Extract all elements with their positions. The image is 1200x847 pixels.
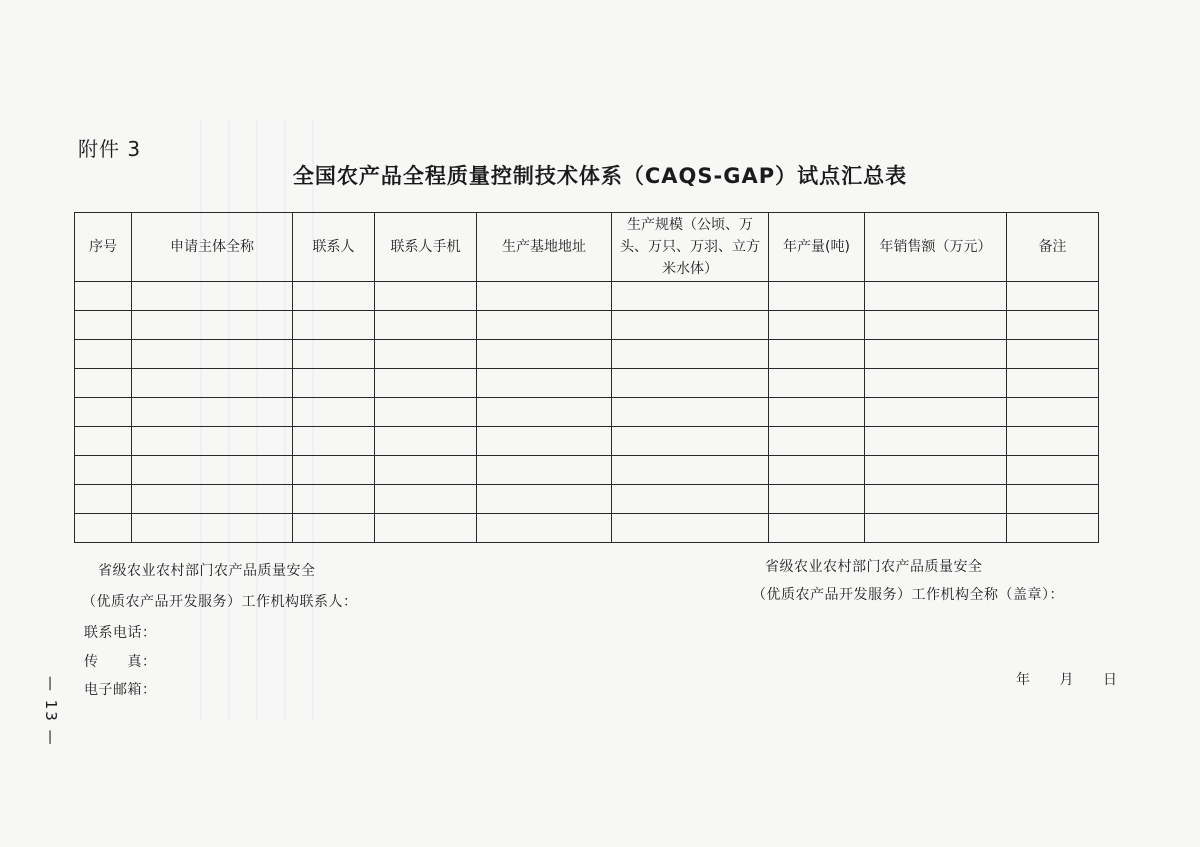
table-cell: [612, 485, 769, 514]
table-cell: [132, 311, 293, 340]
table-cell: [1007, 311, 1099, 340]
table-cell: [293, 427, 375, 456]
table-cell: [1007, 485, 1099, 514]
table-cell: [865, 514, 1007, 543]
table-cell: [132, 514, 293, 543]
table-cell: [612, 340, 769, 369]
table-cell: [75, 369, 132, 398]
col-header-index: 序号: [75, 213, 132, 282]
table-cell: [769, 485, 865, 514]
table-cell: [477, 282, 612, 311]
table-cell: [477, 427, 612, 456]
col-header-contact-mobile: 联系人手机: [375, 213, 477, 282]
table-cell: [293, 369, 375, 398]
col-header-applicant: 申请主体全称: [132, 213, 293, 282]
table-cell: [1007, 369, 1099, 398]
table-cell: [612, 456, 769, 485]
table-cell: [477, 456, 612, 485]
table-row: [75, 398, 1099, 427]
table-header-row: [75, 213, 1099, 282]
table-cell: [612, 282, 769, 311]
col-header-contact: 联系人: [293, 213, 375, 282]
table-cell: [293, 311, 375, 340]
table-cell: [75, 282, 132, 311]
document-title: 全国农产品全程质量控制技术体系（CAQS-GAP）试点汇总表: [292, 164, 908, 188]
table-cell: [1007, 456, 1099, 485]
table-cell: [375, 456, 477, 485]
table-cell: [132, 369, 293, 398]
table-row: [75, 340, 1099, 369]
table-row: [75, 514, 1099, 543]
page-number: — 13 —: [42, 676, 60, 747]
table-cell: [477, 311, 612, 340]
table-cell: [865, 485, 1007, 514]
table-cell: [865, 427, 1007, 456]
table-cell: [132, 398, 293, 427]
table-cell: [293, 456, 375, 485]
table-row: [75, 485, 1099, 514]
table-cell: [865, 311, 1007, 340]
table-cell: [375, 485, 477, 514]
table-cell: [769, 340, 865, 369]
table-cell: [865, 340, 1007, 369]
table-cell: [75, 514, 132, 543]
table-cell: [75, 456, 132, 485]
table-cell: [769, 282, 865, 311]
table-cell: [75, 398, 132, 427]
table-cell: [477, 340, 612, 369]
table-cell: [375, 311, 477, 340]
table-cell: [375, 427, 477, 456]
table-cell: [375, 398, 477, 427]
right-org-line1: 省级农业农村部门农产品质量安全: [765, 559, 983, 575]
table-row: [75, 427, 1099, 456]
table-cell: [477, 398, 612, 427]
table-row: [75, 369, 1099, 398]
table-cell: [375, 514, 477, 543]
date-label: 年 月 日: [1016, 672, 1118, 688]
table-cell: [132, 427, 293, 456]
table-cell: [865, 282, 1007, 311]
table-cell: [477, 485, 612, 514]
table-row: [75, 456, 1099, 485]
table-cell: [1007, 427, 1099, 456]
table-cell: [1007, 282, 1099, 311]
table-cell: [769, 398, 865, 427]
right-org-line2: （优质农产品开发服务）工作机构全称（盖章）：: [752, 587, 1064, 603]
table-cell: [865, 398, 1007, 427]
table-cell: [477, 514, 612, 543]
table-cell: [1007, 514, 1099, 543]
table-cell: [375, 340, 477, 369]
table-row: [75, 282, 1099, 311]
table-cell: [769, 456, 865, 485]
table-cell: [293, 514, 375, 543]
table-cell: [75, 311, 132, 340]
table-cell: [865, 369, 1007, 398]
email-label: 电子邮箱：: [84, 682, 157, 698]
table-cell: [132, 485, 293, 514]
table-cell: [769, 311, 865, 340]
attachment-label: 附件 3: [78, 137, 142, 161]
table-cell: [769, 369, 865, 398]
table-cell: [293, 398, 375, 427]
table-cell: [132, 340, 293, 369]
table-cell: [612, 398, 769, 427]
col-header-annual-output: 年产量(吨): [769, 213, 865, 282]
table-cell: [612, 514, 769, 543]
table-cell: [612, 427, 769, 456]
summary-table: [74, 212, 1099, 543]
table-cell: [293, 282, 375, 311]
table-cell: [293, 340, 375, 369]
table-cell: [75, 340, 132, 369]
col-header-remarks: 备注: [1007, 213, 1099, 282]
left-contact-org-line1: 省级农业农村部门农产品质量安全: [98, 563, 316, 579]
table-cell: [612, 311, 769, 340]
table-cell: [865, 456, 1007, 485]
table-row: [75, 311, 1099, 340]
table-cell: [75, 485, 132, 514]
fax-label: 传 真：: [84, 654, 157, 670]
table-cell: [1007, 398, 1099, 427]
table-cell: [375, 282, 477, 311]
phone-label: 联系电话：: [84, 625, 157, 641]
left-contact-org-line2: （优质农产品开发服务）工作机构联系人：: [82, 594, 358, 610]
table-cell: [477, 369, 612, 398]
table-cell: [293, 485, 375, 514]
table-cell: [769, 514, 865, 543]
table-cell: [612, 369, 769, 398]
table-cell: [375, 369, 477, 398]
table-cell: [1007, 340, 1099, 369]
col-header-base-address: 生产基地地址: [477, 213, 612, 282]
table-cell: [132, 282, 293, 311]
table-cell: [132, 456, 293, 485]
col-header-production-scale: 生产规模（公顷、万头、万只、万羽、立方米水体）: [612, 213, 769, 282]
table-cell: [75, 427, 132, 456]
table-cell: [769, 427, 865, 456]
col-header-annual-sales: 年销售额（万元）: [865, 213, 1007, 282]
